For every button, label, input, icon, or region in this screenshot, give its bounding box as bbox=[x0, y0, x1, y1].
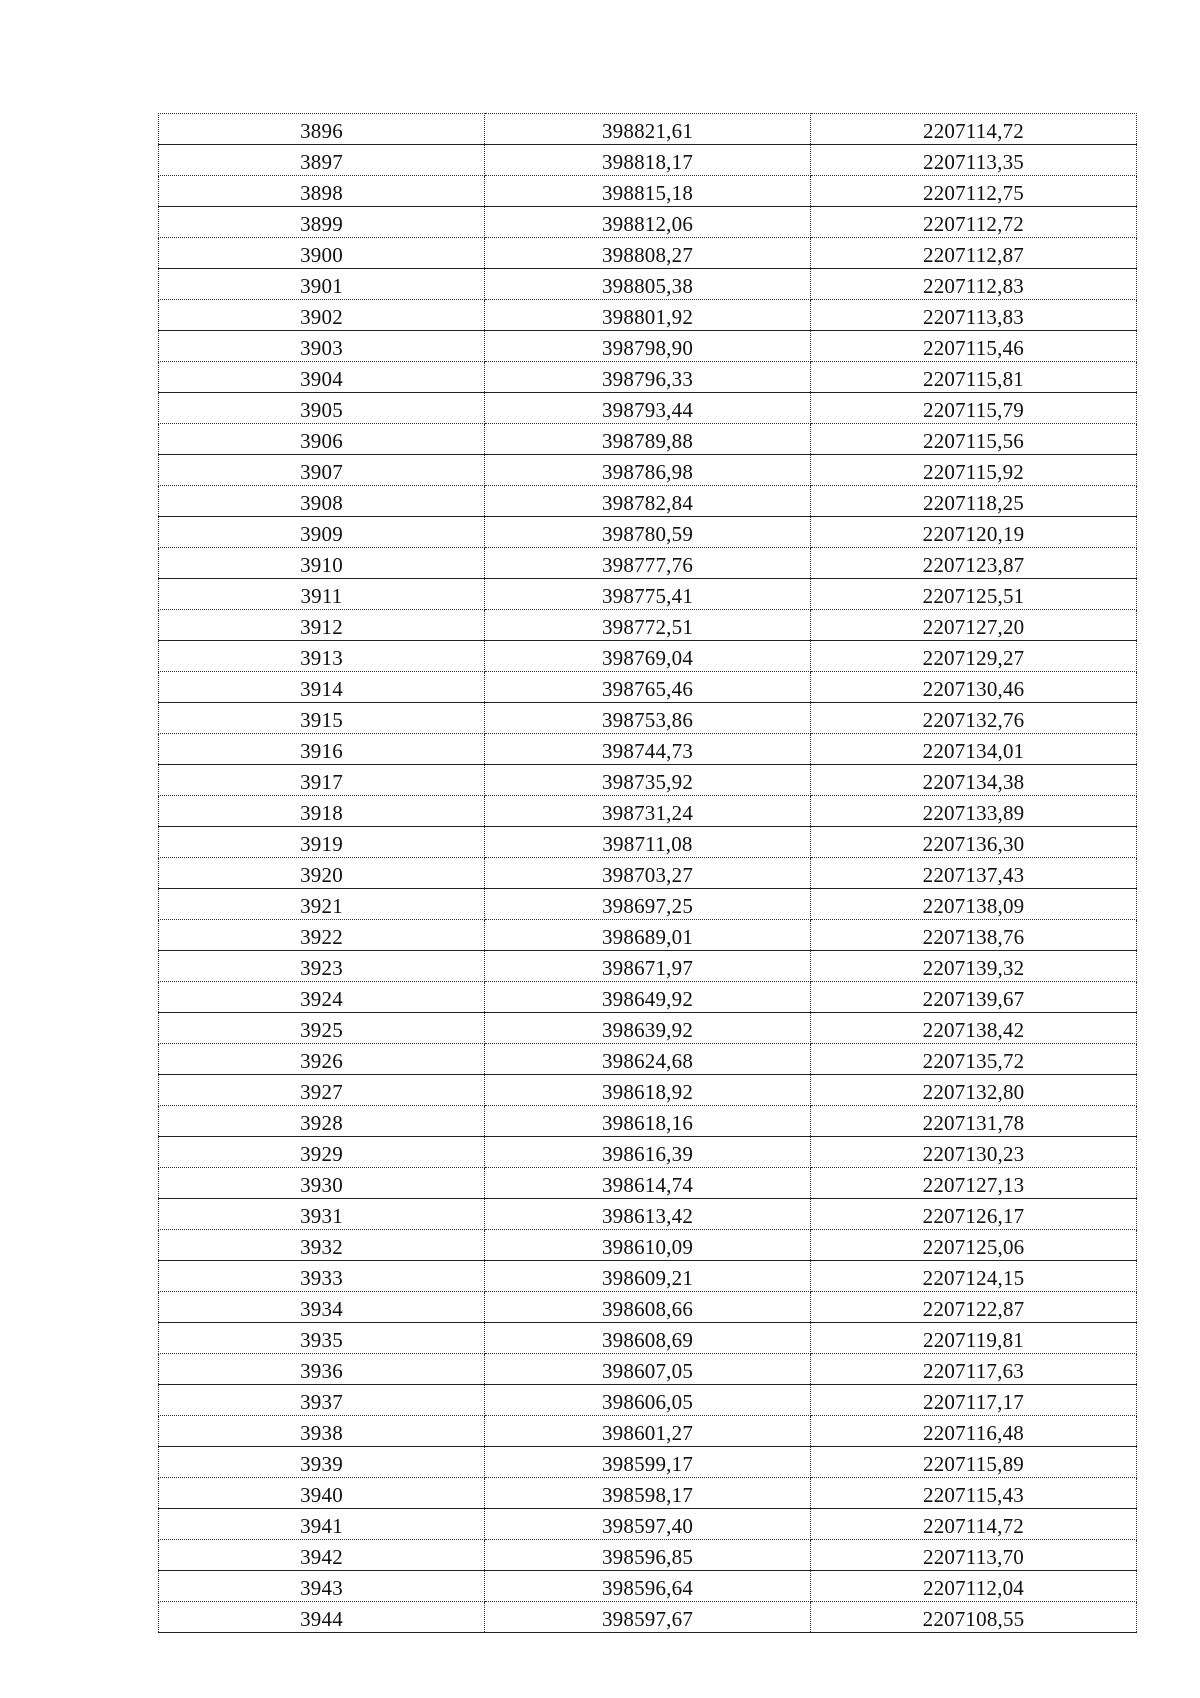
table-row bbox=[159, 486, 1137, 517]
coordinates-table bbox=[158, 113, 1137, 1633]
point-number-cell: 3899 bbox=[159, 207, 485, 238]
x-coordinate-cell: 398731,24 bbox=[485, 796, 811, 827]
y-coordinate-cell: 2207139,32 bbox=[811, 951, 1137, 982]
point-number-cell: 3929 bbox=[159, 1137, 485, 1168]
table-row bbox=[159, 238, 1137, 269]
point-number-cell: 3913 bbox=[159, 641, 485, 672]
point-number-cell: 3927 bbox=[159, 1075, 485, 1106]
table-row bbox=[159, 1447, 1137, 1478]
point-number-cell: 3901 bbox=[159, 269, 485, 300]
y-coordinate-cell: 2207138,42 bbox=[811, 1013, 1137, 1044]
y-coordinate-cell: 2207114,72 bbox=[811, 114, 1137, 145]
table-row bbox=[159, 951, 1137, 982]
point-number-cell: 3914 bbox=[159, 672, 485, 703]
table-row bbox=[159, 889, 1137, 920]
x-coordinate-cell: 398735,92 bbox=[485, 765, 811, 796]
table-row bbox=[159, 1385, 1137, 1416]
y-coordinate-cell: 2207136,30 bbox=[811, 827, 1137, 858]
table-row bbox=[159, 672, 1137, 703]
point-number-cell: 3917 bbox=[159, 765, 485, 796]
x-coordinate-cell: 398772,51 bbox=[485, 610, 811, 641]
y-coordinate-cell: 2207131,78 bbox=[811, 1106, 1137, 1137]
point-number-cell: 3935 bbox=[159, 1323, 485, 1354]
x-coordinate-cell: 398614,74 bbox=[485, 1168, 811, 1199]
table-row bbox=[159, 1292, 1137, 1323]
point-number-cell: 3934 bbox=[159, 1292, 485, 1323]
table-row bbox=[159, 1075, 1137, 1106]
point-number-cell: 3909 bbox=[159, 517, 485, 548]
point-number-cell: 3915 bbox=[159, 703, 485, 734]
y-coordinate-cell: 2207117,63 bbox=[811, 1354, 1137, 1385]
table-row bbox=[159, 1168, 1137, 1199]
table-row bbox=[159, 734, 1137, 765]
point-number-cell: 3903 bbox=[159, 331, 485, 362]
x-coordinate-cell: 398610,09 bbox=[485, 1230, 811, 1261]
y-coordinate-cell: 2207127,20 bbox=[811, 610, 1137, 641]
y-coordinate-cell: 2207115,43 bbox=[811, 1478, 1137, 1509]
y-coordinate-cell: 2207137,43 bbox=[811, 858, 1137, 889]
point-number-cell: 3928 bbox=[159, 1106, 485, 1137]
table-row bbox=[159, 1106, 1137, 1137]
x-coordinate-cell: 398613,42 bbox=[485, 1199, 811, 1230]
table-row bbox=[159, 269, 1137, 300]
point-number-cell: 3912 bbox=[159, 610, 485, 641]
x-coordinate-cell: 398769,04 bbox=[485, 641, 811, 672]
y-coordinate-cell: 2207115,92 bbox=[811, 455, 1137, 486]
y-coordinate-cell: 2207113,83 bbox=[811, 300, 1137, 331]
x-coordinate-cell: 398608,66 bbox=[485, 1292, 811, 1323]
x-coordinate-cell: 398777,76 bbox=[485, 548, 811, 579]
y-coordinate-cell: 2207124,15 bbox=[811, 1261, 1137, 1292]
table-row bbox=[159, 610, 1137, 641]
y-coordinate-cell: 2207130,46 bbox=[811, 672, 1137, 703]
x-coordinate-cell: 398711,08 bbox=[485, 827, 811, 858]
x-coordinate-cell: 398780,59 bbox=[485, 517, 811, 548]
x-coordinate-cell: 398793,44 bbox=[485, 393, 811, 424]
y-coordinate-cell: 2207138,76 bbox=[811, 920, 1137, 951]
y-coordinate-cell: 2207119,81 bbox=[811, 1323, 1137, 1354]
y-coordinate-cell: 2207135,72 bbox=[811, 1044, 1137, 1075]
point-number-cell: 3939 bbox=[159, 1447, 485, 1478]
y-coordinate-cell: 2207139,67 bbox=[811, 982, 1137, 1013]
y-coordinate-cell: 2207112,72 bbox=[811, 207, 1137, 238]
point-number-cell: 3932 bbox=[159, 1230, 485, 1261]
point-number-cell: 3921 bbox=[159, 889, 485, 920]
x-coordinate-cell: 398608,69 bbox=[485, 1323, 811, 1354]
y-coordinate-cell: 2207115,56 bbox=[811, 424, 1137, 455]
point-number-cell: 3924 bbox=[159, 982, 485, 1013]
y-coordinate-cell: 2207130,23 bbox=[811, 1137, 1137, 1168]
y-coordinate-cell: 2207138,09 bbox=[811, 889, 1137, 920]
table-row bbox=[159, 1323, 1137, 1354]
y-coordinate-cell: 2207122,87 bbox=[811, 1292, 1137, 1323]
table-row bbox=[159, 1199, 1137, 1230]
x-coordinate-cell: 398609,21 bbox=[485, 1261, 811, 1292]
y-coordinate-cell: 2207127,13 bbox=[811, 1168, 1137, 1199]
table-row bbox=[159, 703, 1137, 734]
x-coordinate-cell: 398782,84 bbox=[485, 486, 811, 517]
x-coordinate-cell: 398597,67 bbox=[485, 1602, 811, 1633]
table-row bbox=[159, 1013, 1137, 1044]
x-coordinate-cell: 398616,39 bbox=[485, 1137, 811, 1168]
y-coordinate-cell: 2207132,80 bbox=[811, 1075, 1137, 1106]
x-coordinate-cell: 398753,86 bbox=[485, 703, 811, 734]
point-number-cell: 3910 bbox=[159, 548, 485, 579]
point-number-cell: 3898 bbox=[159, 176, 485, 207]
table-row bbox=[159, 548, 1137, 579]
x-coordinate-cell: 398786,98 bbox=[485, 455, 811, 486]
y-coordinate-cell: 2207123,87 bbox=[811, 548, 1137, 579]
x-coordinate-cell: 398607,05 bbox=[485, 1354, 811, 1385]
point-number-cell: 3931 bbox=[159, 1199, 485, 1230]
y-coordinate-cell: 2207129,27 bbox=[811, 641, 1137, 672]
table-row bbox=[159, 455, 1137, 486]
table-row bbox=[159, 982, 1137, 1013]
x-coordinate-cell: 398796,33 bbox=[485, 362, 811, 393]
table-row bbox=[159, 1540, 1137, 1571]
y-coordinate-cell: 2207114,72 bbox=[811, 1509, 1137, 1540]
x-coordinate-cell: 398697,25 bbox=[485, 889, 811, 920]
table-row bbox=[159, 1044, 1137, 1075]
x-coordinate-cell: 398821,61 bbox=[485, 114, 811, 145]
y-coordinate-cell: 2207118,25 bbox=[811, 486, 1137, 517]
y-coordinate-cell: 2207115,89 bbox=[811, 1447, 1137, 1478]
point-number-cell: 3937 bbox=[159, 1385, 485, 1416]
y-coordinate-cell: 2207132,76 bbox=[811, 703, 1137, 734]
point-number-cell: 3944 bbox=[159, 1602, 485, 1633]
table-row bbox=[159, 765, 1137, 796]
point-number-cell: 3907 bbox=[159, 455, 485, 486]
table-row bbox=[159, 1354, 1137, 1385]
x-coordinate-cell: 398601,27 bbox=[485, 1416, 811, 1447]
table-row bbox=[159, 424, 1137, 455]
point-number-cell: 3908 bbox=[159, 486, 485, 517]
point-number-cell: 3906 bbox=[159, 424, 485, 455]
point-number-cell: 3940 bbox=[159, 1478, 485, 1509]
point-number-cell: 3918 bbox=[159, 796, 485, 827]
x-coordinate-cell: 398801,92 bbox=[485, 300, 811, 331]
y-coordinate-cell: 2207125,06 bbox=[811, 1230, 1137, 1261]
point-number-cell: 3916 bbox=[159, 734, 485, 765]
x-coordinate-cell: 398649,92 bbox=[485, 982, 811, 1013]
y-coordinate-cell: 2207115,46 bbox=[811, 331, 1137, 362]
table-row bbox=[159, 641, 1137, 672]
table-row bbox=[159, 920, 1137, 951]
x-coordinate-cell: 398798,90 bbox=[485, 331, 811, 362]
table-row bbox=[159, 207, 1137, 238]
x-coordinate-cell: 398812,06 bbox=[485, 207, 811, 238]
y-coordinate-cell: 2207115,81 bbox=[811, 362, 1137, 393]
point-number-cell: 3938 bbox=[159, 1416, 485, 1447]
y-coordinate-cell: 2207112,87 bbox=[811, 238, 1137, 269]
y-coordinate-cell: 2207134,38 bbox=[811, 765, 1137, 796]
x-coordinate-cell: 398596,64 bbox=[485, 1571, 811, 1602]
table-row bbox=[159, 579, 1137, 610]
x-coordinate-cell: 398765,46 bbox=[485, 672, 811, 703]
point-number-cell: 3923 bbox=[159, 951, 485, 982]
table-row bbox=[159, 1137, 1137, 1168]
x-coordinate-cell: 398671,97 bbox=[485, 951, 811, 982]
y-coordinate-cell: 2207134,01 bbox=[811, 734, 1137, 765]
point-number-cell: 3911 bbox=[159, 579, 485, 610]
point-number-cell: 3900 bbox=[159, 238, 485, 269]
x-coordinate-cell: 398624,68 bbox=[485, 1044, 811, 1075]
table-row bbox=[159, 1571, 1137, 1602]
x-coordinate-cell: 398596,85 bbox=[485, 1540, 811, 1571]
point-number-cell: 3941 bbox=[159, 1509, 485, 1540]
x-coordinate-cell: 398805,38 bbox=[485, 269, 811, 300]
table-row bbox=[159, 331, 1137, 362]
x-coordinate-cell: 398639,92 bbox=[485, 1013, 811, 1044]
table-row bbox=[159, 300, 1137, 331]
point-number-cell: 3922 bbox=[159, 920, 485, 951]
y-coordinate-cell: 2207117,17 bbox=[811, 1385, 1137, 1416]
x-coordinate-cell: 398606,05 bbox=[485, 1385, 811, 1416]
y-coordinate-cell: 2207108,55 bbox=[811, 1602, 1137, 1633]
table-row bbox=[159, 796, 1137, 827]
y-coordinate-cell: 2207112,83 bbox=[811, 269, 1137, 300]
x-coordinate-cell: 398775,41 bbox=[485, 579, 811, 610]
x-coordinate-cell: 398808,27 bbox=[485, 238, 811, 269]
x-coordinate-cell: 398599,17 bbox=[485, 1447, 811, 1478]
point-number-cell: 3930 bbox=[159, 1168, 485, 1199]
x-coordinate-cell: 398789,88 bbox=[485, 424, 811, 455]
y-coordinate-cell: 2207113,70 bbox=[811, 1540, 1137, 1571]
x-coordinate-cell: 398597,40 bbox=[485, 1509, 811, 1540]
table-row bbox=[159, 517, 1137, 548]
x-coordinate-cell: 398598,17 bbox=[485, 1478, 811, 1509]
y-coordinate-cell: 2207113,35 bbox=[811, 145, 1137, 176]
x-coordinate-cell: 398815,18 bbox=[485, 176, 811, 207]
table-row bbox=[159, 1261, 1137, 1292]
y-coordinate-cell: 2207116,48 bbox=[811, 1416, 1137, 1447]
y-coordinate-cell: 2207120,19 bbox=[811, 517, 1137, 548]
y-coordinate-cell: 2207126,17 bbox=[811, 1199, 1137, 1230]
y-coordinate-cell: 2207115,79 bbox=[811, 393, 1137, 424]
table-row bbox=[159, 176, 1137, 207]
point-number-cell: 3904 bbox=[159, 362, 485, 393]
point-number-cell: 3933 bbox=[159, 1261, 485, 1292]
point-number-cell: 3902 bbox=[159, 300, 485, 331]
table-row bbox=[159, 827, 1137, 858]
table-row bbox=[159, 114, 1137, 145]
y-coordinate-cell: 2207125,51 bbox=[811, 579, 1137, 610]
x-coordinate-cell: 398689,01 bbox=[485, 920, 811, 951]
table-row bbox=[159, 393, 1137, 424]
table-row bbox=[159, 858, 1137, 889]
point-number-cell: 3926 bbox=[159, 1044, 485, 1075]
table-row bbox=[159, 145, 1137, 176]
y-coordinate-cell: 2207112,04 bbox=[811, 1571, 1137, 1602]
y-coordinate-cell: 2207112,75 bbox=[811, 176, 1137, 207]
table-row bbox=[159, 1602, 1137, 1633]
table-row bbox=[159, 1509, 1137, 1540]
x-coordinate-cell: 398818,17 bbox=[485, 145, 811, 176]
x-coordinate-cell: 398703,27 bbox=[485, 858, 811, 889]
point-number-cell: 3905 bbox=[159, 393, 485, 424]
point-number-cell: 3896 bbox=[159, 114, 485, 145]
point-number-cell: 3897 bbox=[159, 145, 485, 176]
point-number-cell: 3942 bbox=[159, 1540, 485, 1571]
x-coordinate-cell: 398618,16 bbox=[485, 1106, 811, 1137]
point-number-cell: 3936 bbox=[159, 1354, 485, 1385]
point-number-cell: 3925 bbox=[159, 1013, 485, 1044]
coordinates-table-body bbox=[159, 114, 1137, 1633]
x-coordinate-cell: 398744,73 bbox=[485, 734, 811, 765]
point-number-cell: 3920 bbox=[159, 858, 485, 889]
table-row bbox=[159, 1478, 1137, 1509]
point-number-cell: 3919 bbox=[159, 827, 485, 858]
y-coordinate-cell: 2207133,89 bbox=[811, 796, 1137, 827]
table-row bbox=[159, 1416, 1137, 1447]
table-row bbox=[159, 1230, 1137, 1261]
point-number-cell: 3943 bbox=[159, 1571, 485, 1602]
x-coordinate-cell: 398618,92 bbox=[485, 1075, 811, 1106]
table-row bbox=[159, 362, 1137, 393]
